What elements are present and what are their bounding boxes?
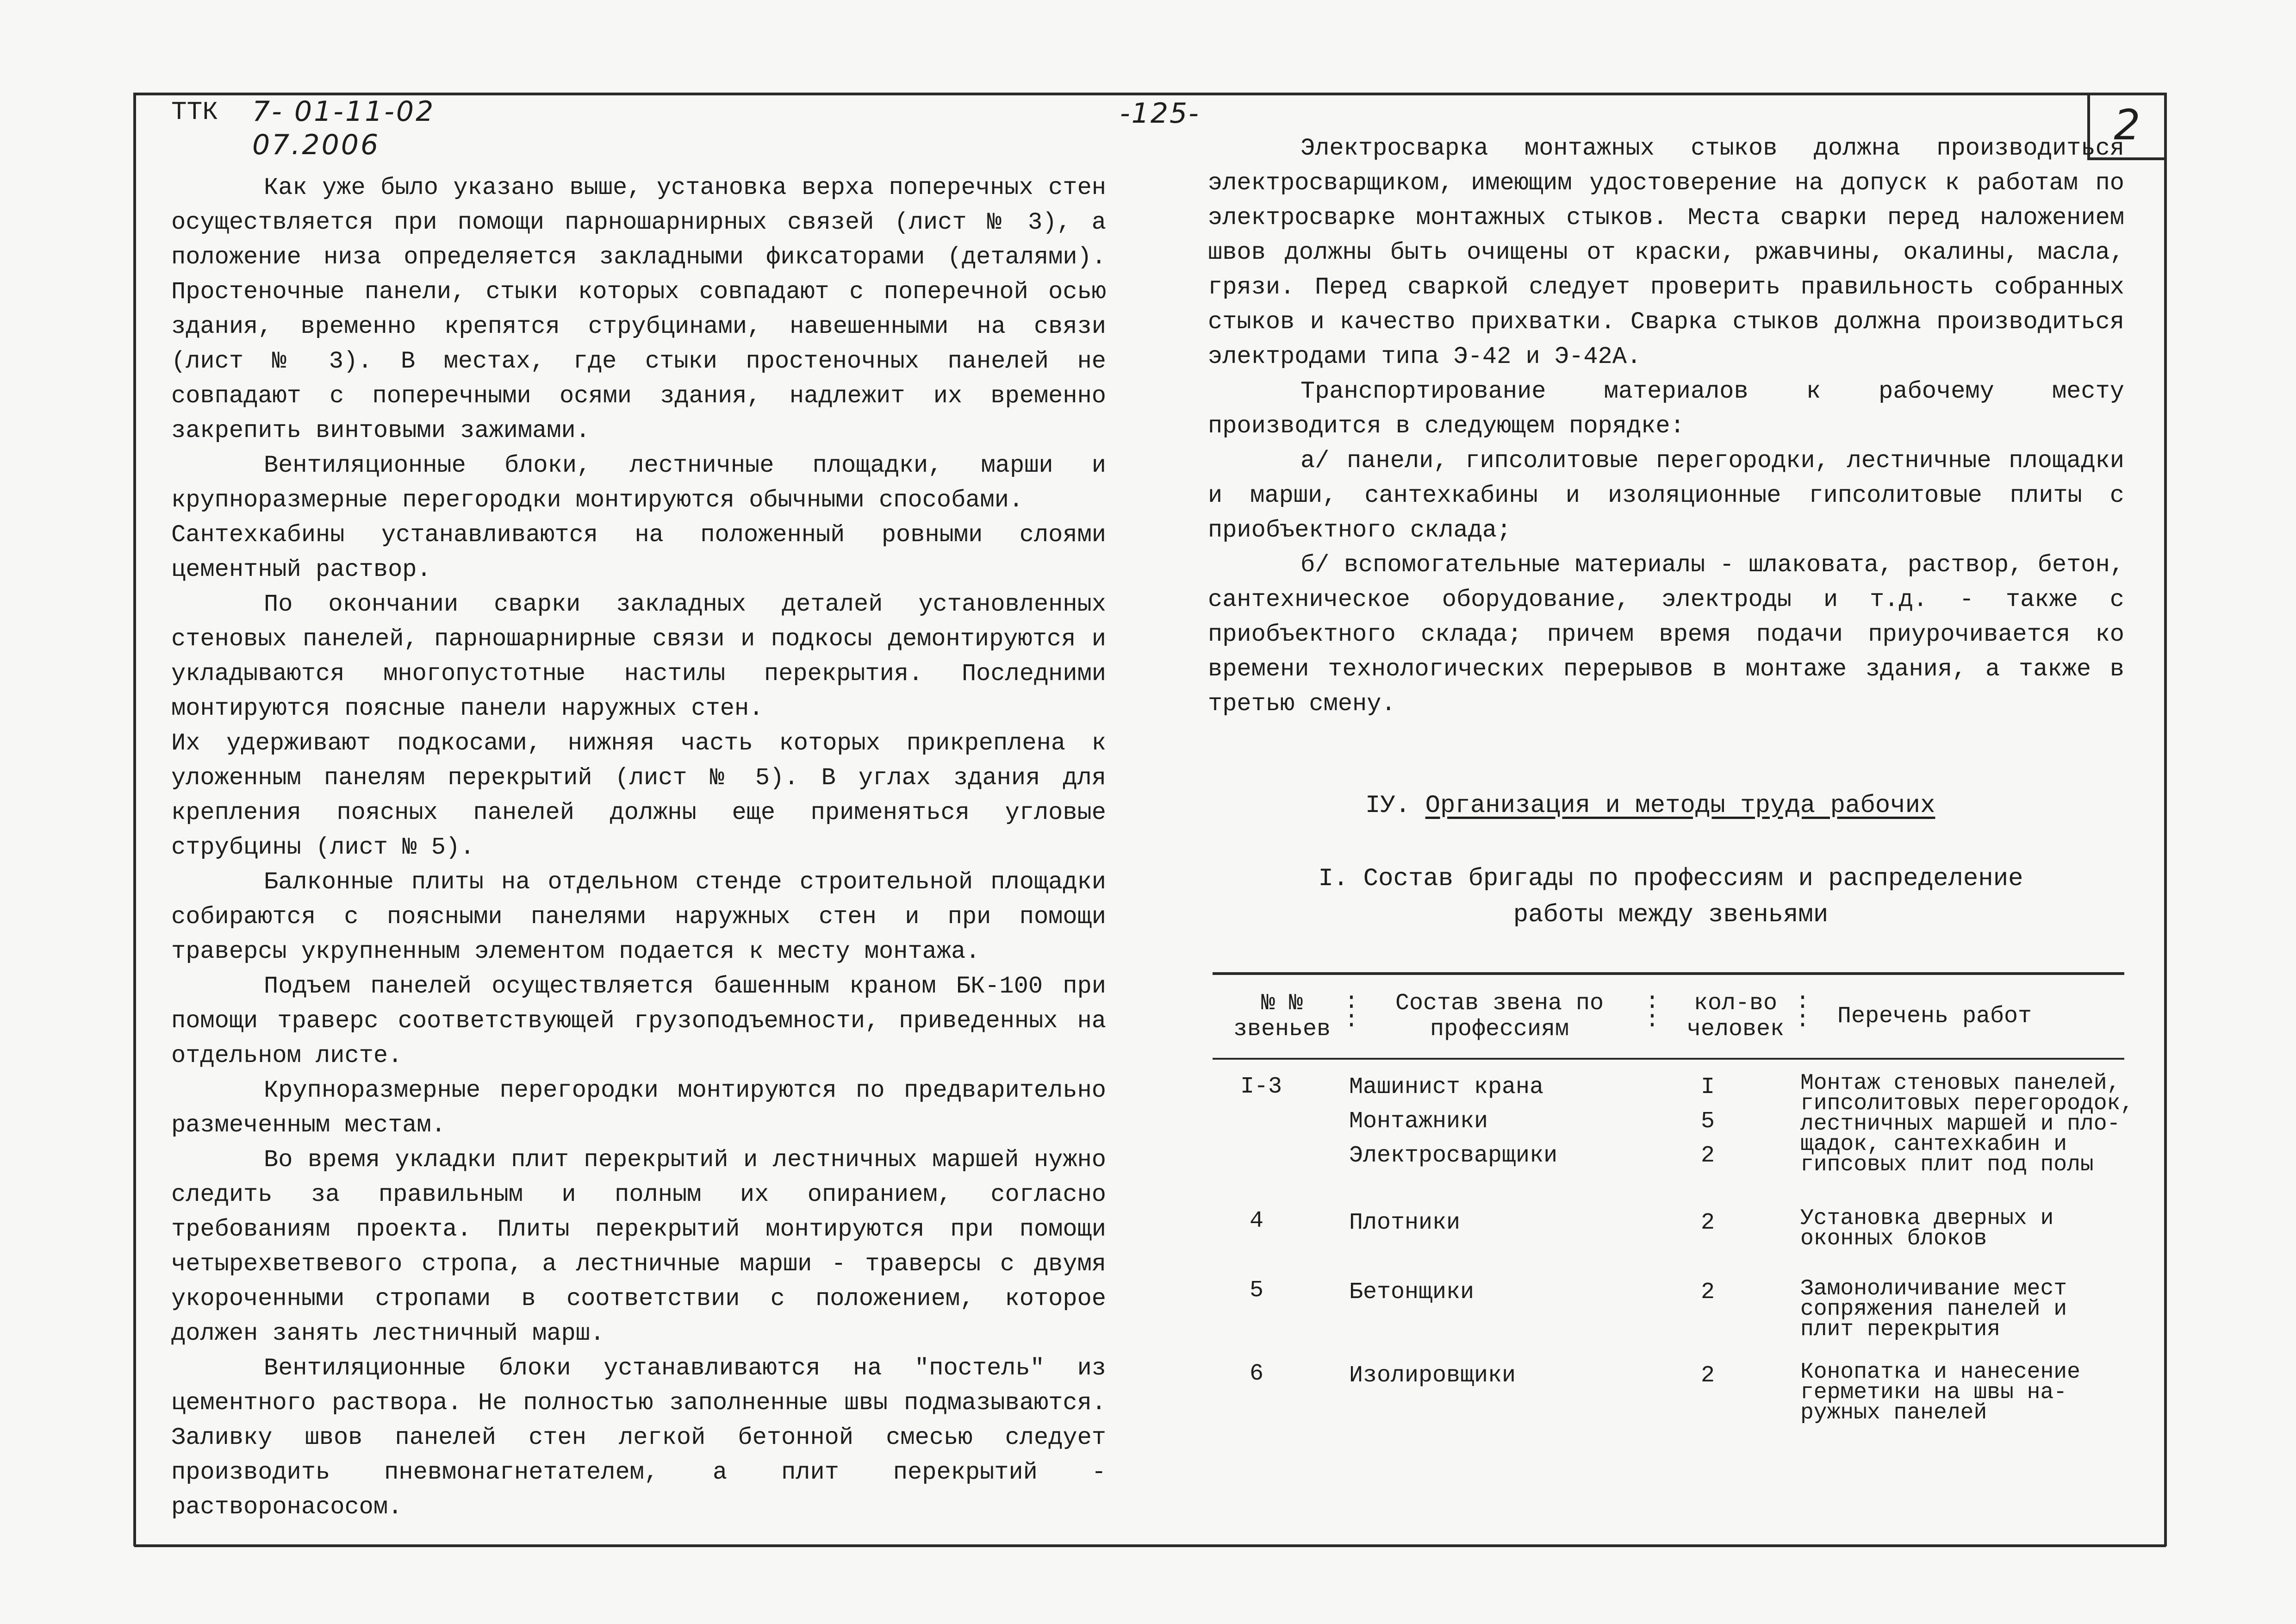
header-separator: : : bbox=[1796, 989, 1810, 1034]
paragraph: Вентиляционные блоки устанавливаются на "постель" из цементного раствора. Не полностью заполненные швы подмазываются. Заливку швов панелей стен легкой бетонной смесью следует производить пневмонагнетателем, а плит перекрытий - растворонасосом. bbox=[171, 1355, 1106, 1521]
table-cell-profession: Изолировщики bbox=[1349, 1362, 1516, 1389]
paragraph: Как уже было указано выше, установка верха поперечных стен осуществляется при помощи парношарнирных связей (лист № 3), а положение низа определяется закладными фиксаторами (деталями). Простеночные панели, стыки которых совпадают с поперечной осью здания, временно крепятся струбцинами, навешенными на связи (лист № 3). В местах, где стыки простеночных панелей не совпадают с поперечными осями здания, надлежит их временно закрепить винтовыми зажимами. bbox=[171, 174, 1106, 444]
table-cell-count: 2 bbox=[1700, 1279, 1715, 1305]
paragraph: Крупноразмерные перегородки монтируются по предварительно размеченным местам. bbox=[171, 1077, 1106, 1139]
sheet-number: 2 bbox=[2114, 100, 2140, 150]
paragraph: Балконные плиты на отдельном стенде строительной площадки собираются с поясными панелями наружных стен и при помощи траверсы укрупненным элементом подается к месту монтажа. bbox=[171, 868, 1106, 965]
table-cell-count: 2 bbox=[1700, 1210, 1715, 1236]
table-cell-work: Установка дверных и оконных блоков bbox=[1800, 1206, 2054, 1251]
table-cell-number: I-3 bbox=[1240, 1074, 1282, 1100]
doc-code-line2: 07.2006 bbox=[252, 129, 380, 161]
paragraph: Сантехкабины устанавливаются на положенный ровными слоями цементный раствор. bbox=[171, 521, 1106, 583]
paragraph: Во время укладки плит перекрытий и лестничных маршей нужно следить за правильным и полным их опиранием, согласно требованиям проекта. Плиты перекрытий монтируются при помощи четырехветвевого стропа, а лестничные марши - траверсы с двумя укороченными стропами в соответствии с положением, которое должен занять лестничный марш. bbox=[171, 1146, 1106, 1347]
header-separator: : : bbox=[1645, 989, 1660, 1034]
paragraph: б/ вспомогательные материалы - шлаковата, раствор, бетон, сантехническое оборудование, электроды и т.д. - также с приобъектного склада; причем время подачи приурочивается ко времени технологических перерывов в монтаже здания, а также в третью смену. bbox=[1208, 551, 2124, 718]
table-cell-work: Монтаж стеновых панелей, гипсолитовых перегородок, лестничных маршей и пло- щадок, сантехкабин и гипсовых плит под полы bbox=[1800, 1071, 2134, 1177]
doc-code bbox=[252, 95, 435, 162]
column-header-profession: Состав звена по профессиям bbox=[1395, 990, 1604, 1043]
table-top-rule bbox=[1213, 972, 2124, 975]
table-cell-work: Замоноличивание мест сопряжения панелей и плит перекрытия bbox=[1800, 1276, 2067, 1342]
table-cell-count: 2 bbox=[1700, 1362, 1715, 1389]
table-cell-number: 6 bbox=[1250, 1361, 1264, 1387]
frame-bottom-border bbox=[134, 1544, 2166, 1547]
page-number: -125- bbox=[1120, 97, 1200, 130]
frame-top-border bbox=[134, 93, 2166, 95]
paragraph: Подъем панелей осуществляется башенным краном БК-100 при помощи траверс соответствующей грузоподъемности, приведенных на отдельном листе. bbox=[171, 973, 1106, 1069]
table-cell-profession: Машинист крана Монтажники Электросварщики bbox=[1349, 1074, 1558, 1169]
column-header-work: Перечень работ bbox=[1837, 1003, 2032, 1030]
paragraph: Вентиляционные блоки, лестничные площадки, марши и крупноразмерные перегородки монтируются обычными способами. bbox=[171, 452, 1106, 514]
table-caption: I. Состав бригады по профессиям и распределение работы между звеньями bbox=[1318, 865, 2023, 929]
paragraph: По окончании сварки закладных деталей установленных стеновых панелей, парношарнирные связи и подкосы демонтируются и укладываются многопустотные настилы перекрытия. Последними монтируются поясные панели наружных стен. bbox=[171, 591, 1106, 722]
table-cell-count: I 5 2 bbox=[1700, 1074, 1715, 1169]
section-heading bbox=[1365, 792, 1935, 820]
paragraph: Их удерживают подкосами, нижняя часть которых прикреплена к уложенным панелям перекрытий (лист № 5). В углах здания для крепления поясных панелей должны еще применяться угловые струбцины (лист № 5). bbox=[171, 730, 1106, 861]
paragraph: Транспортирование материалов к рабочему месту производится в следующем порядке: bbox=[1208, 378, 2124, 440]
column-header-count: кол-во человек bbox=[1686, 990, 1785, 1043]
table-cell-profession: Плотники bbox=[1349, 1210, 1461, 1236]
doc-type-label: ТТК bbox=[171, 97, 218, 127]
table-cell-profession: Бетонщики bbox=[1349, 1279, 1475, 1305]
section-title: Организация и методы труда рабочих bbox=[1425, 792, 1935, 820]
column-header-number: № № звеньев bbox=[1233, 990, 1331, 1043]
section-number: IУ. bbox=[1365, 792, 1411, 820]
table-cell-number: 5 bbox=[1250, 1277, 1264, 1304]
table-cell-number: 4 bbox=[1250, 1208, 1264, 1234]
right-text-column bbox=[1208, 131, 2124, 721]
frame-left-border bbox=[133, 93, 136, 1546]
table-cell-work: Конопатка и нанесение герметики на швы на- ружных панелей bbox=[1800, 1360, 2080, 1425]
paragraph: Электросварка монтажных стыков должна производиться электросварщиком, имеющим удостоверение на допуск к работам по электросварке монтажных стыков. Места сварки перед наложением швов должны быть очищены от краски, ржавчины, окалины, масла, грязи. Перед сваркой следует проверить правильность собранных стыков и качество прихватки. Сварка стыков должна производиться электродами типа Э-42 и Э-42А. bbox=[1208, 135, 2124, 370]
doc-code-line1: 7- 01-11-02 bbox=[252, 95, 436, 128]
left-text-column bbox=[171, 170, 1106, 1524]
header-separator: : : bbox=[1344, 989, 1359, 1034]
paragraph: а/ панели, гипсолитовые перегородки, лестничные площадки и марши, сантехкабины и изоляционные гипсолитовые плиты с приобъектного склада; bbox=[1208, 447, 2124, 544]
table-header-rule bbox=[1213, 1058, 2124, 1060]
